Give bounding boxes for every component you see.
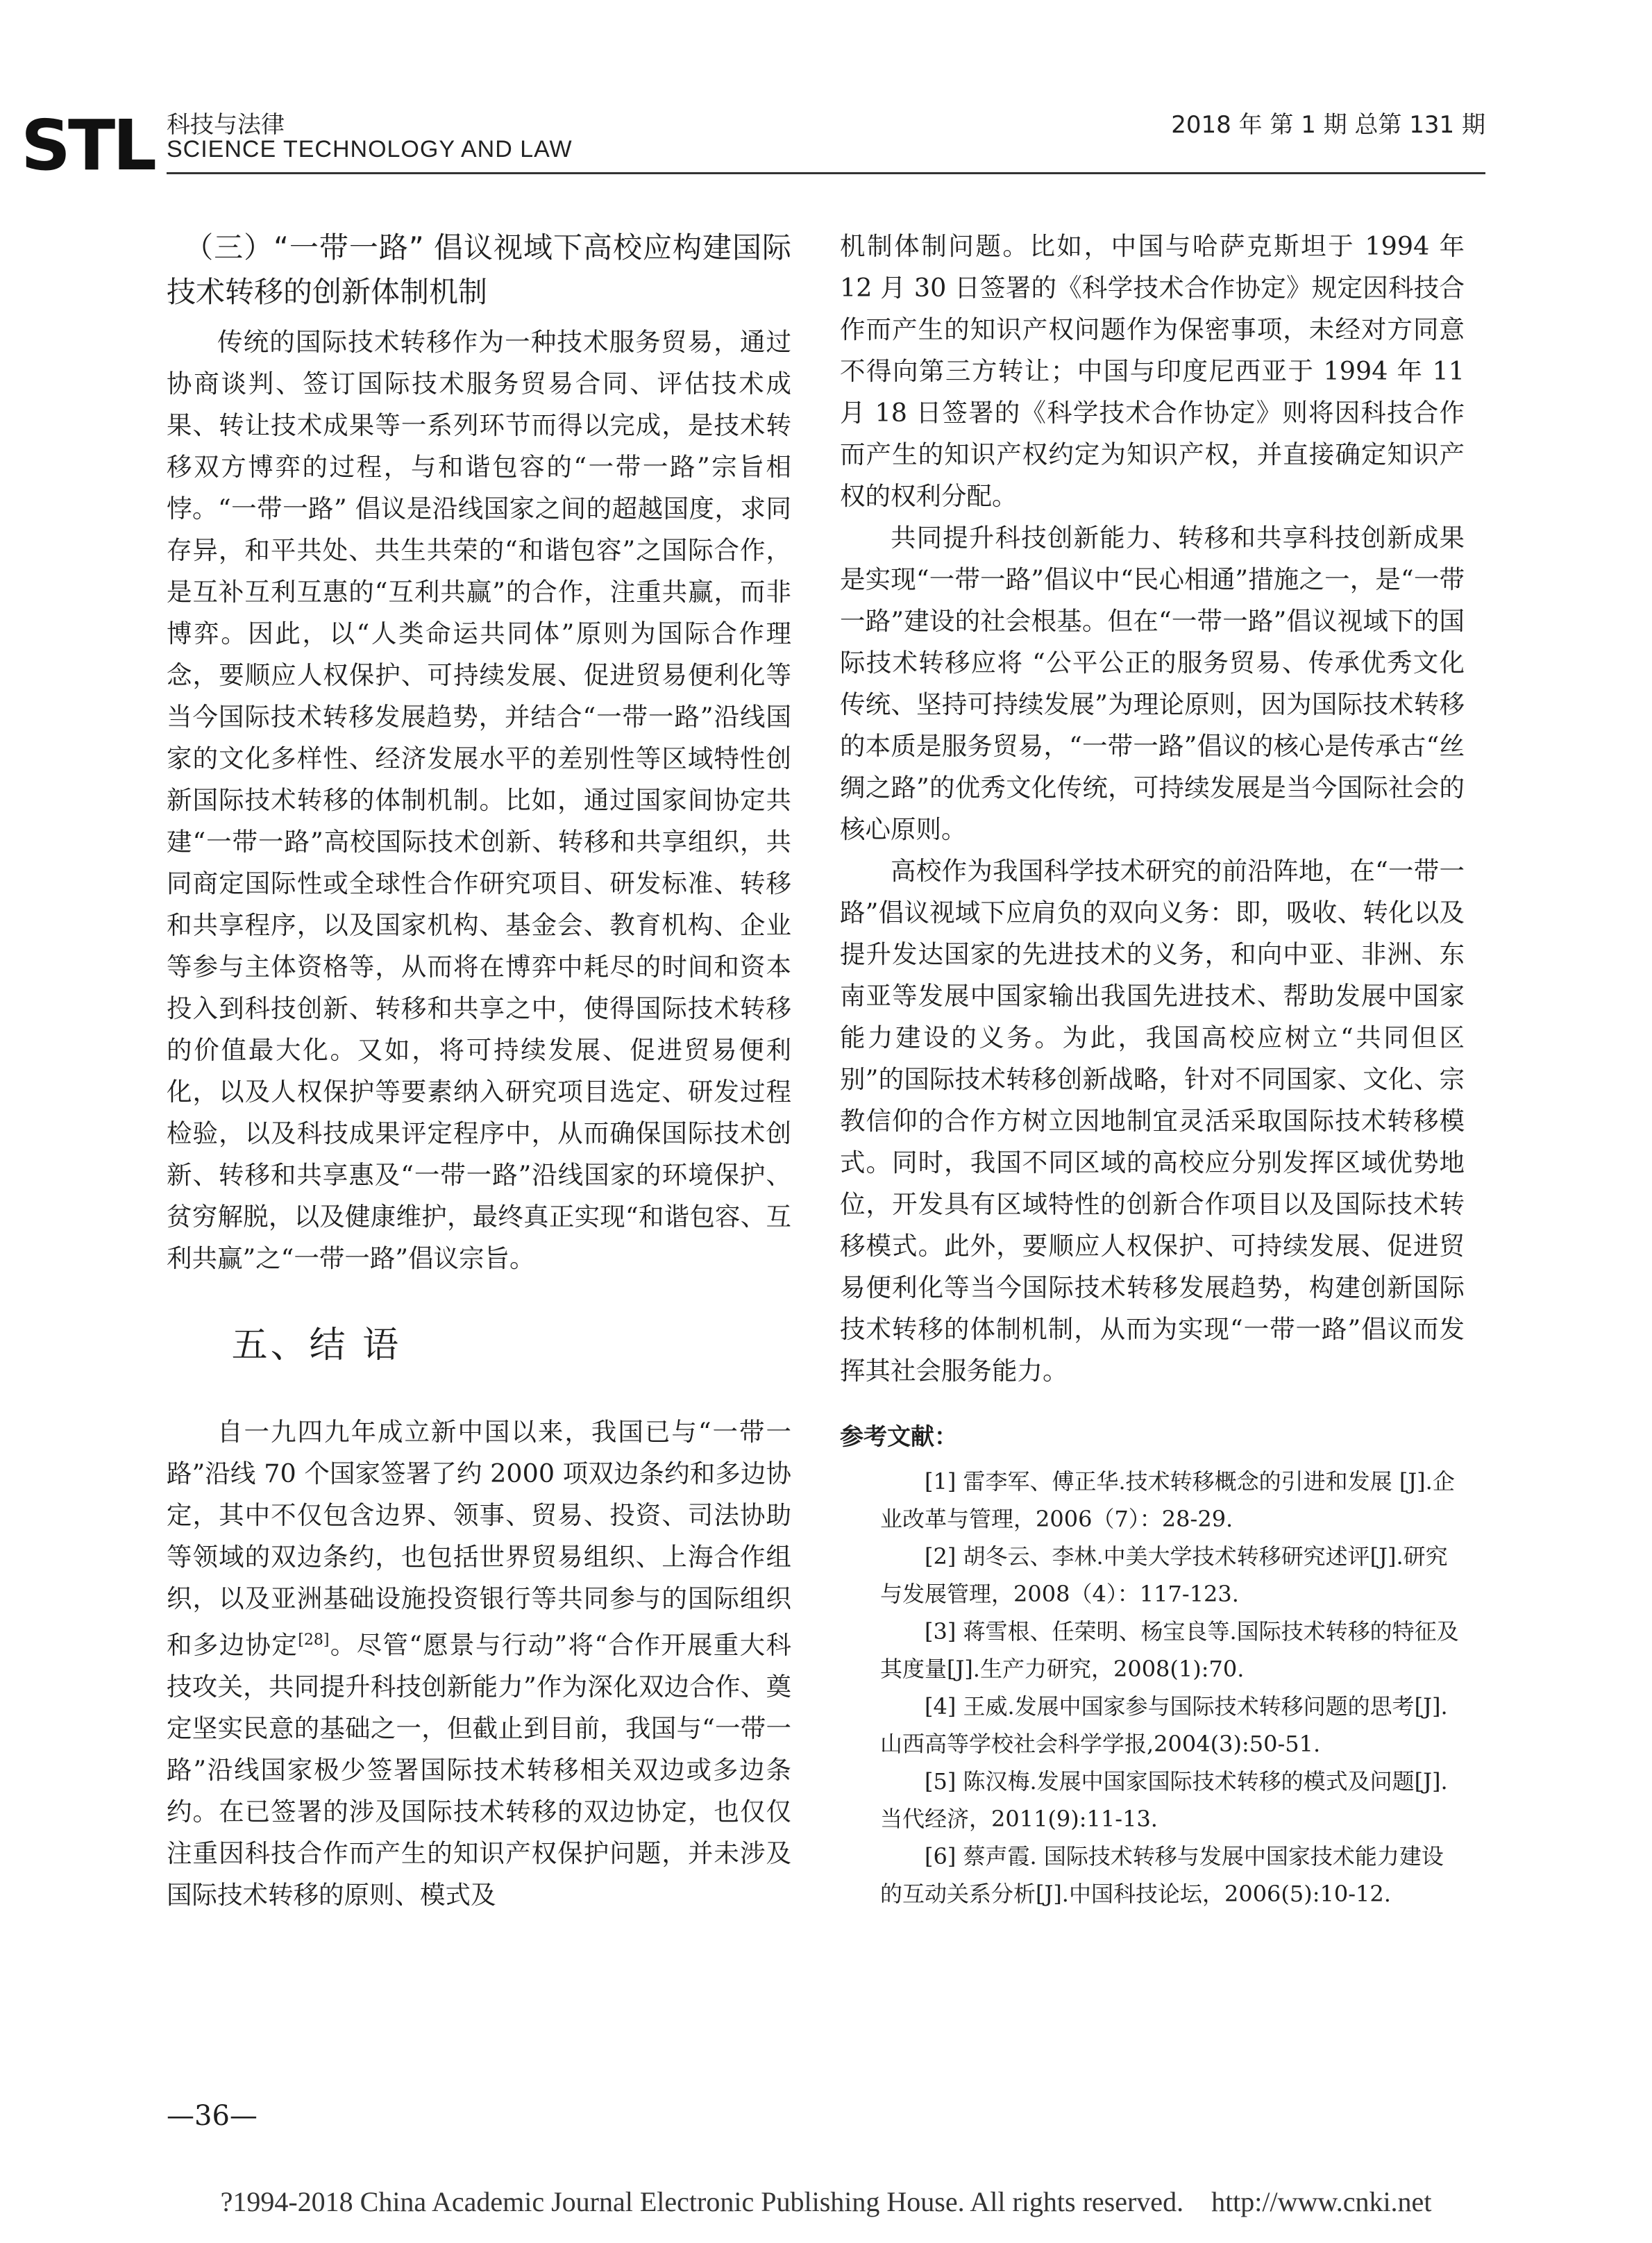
page-number: —36—	[167, 2100, 258, 2132]
journal-name-en: SCIENCE TECHNOLOGY AND LAW	[167, 136, 573, 162]
reference-item: [3] 蒋雪根、任荣明、杨宝良等.国际技术转移的特征及其度量[J].生产力研究，2008(1):70.	[880, 1618, 1459, 1682]
right-column	[840, 226, 1465, 1913]
paragraph-text-continued: 。尽管“愿景与行动”将“合作开展重大科技攻关，共同提升科技创新能力”作为深化双边合作、奠定坚实民意的基础之一，但截止到目前，我国与“一带一路”沿线国家极少签署国际技术转移相关双边或多边条约。在已签署的涉及国际技术转移的双边协定，也仅仅注重因科技合作而产生的知识产权保护问题，并未涉及国际技术转移的原则、模式及	[167, 1630, 792, 1910]
copyright-footer: ?1994-2018 China Academic Journal Electronic Publishing House. All rights reserved. http://www.cnki.net	[220, 2186, 1432, 2217]
left-column	[167, 226, 791, 1916]
reference-item: [5] 陈汉梅.发展中国家国际技术转移的模式及问题[J].当代经济，2011(9):11-13.	[880, 1768, 1448, 1832]
subsection-heading: （三）“一带一路” 倡议视域下高校应构建国际技术转移的创新体制机制	[167, 230, 791, 309]
section-heading: 五、结 语	[231, 1325, 402, 1366]
body-paragraph: 共同提升科技创新能力、转移和共享科技创新成果是实现“一带一路”倡议中“民心相通”措施之一，是“一带一路”建设的社会根基。但在“一带一路”倡议视域下的国际技术转移应将 “公平公正的服务贸易、传承优秀文化传统、坚持可持续发展”为理论原则，因为国际技术转移的本质是服务贸易，“一带一路”倡议的核心是传承古“丝绸之路”的优秀文化传统，可持续发展是当今国际社会的核心原则。	[840, 523, 1465, 844]
reference-item: [4] 王威.发展中国家参与国际技术转移问题的思考[J].山西高等学校社会科学学报,2004(3):50-51.	[880, 1693, 1448, 1757]
issue-info: 2018 年 第 1 期 总第 131 期	[1171, 111, 1485, 139]
reference-item: [2] 胡冬云、李林.中美大学技术转移研究述评[J].研究与发展管理，2008（4）：117-123.	[880, 1543, 1448, 1607]
journal-name-cn: 科技与法律	[167, 111, 285, 139]
references-heading: 参考文献：	[840, 1423, 958, 1451]
paragraph-text: 自一九四九年成立新中国以来，我国已与“一带一路”沿线 70 个国家签署了约 2000 项双边条约和多边协定，其中不仅包含边界、领事、贸易、投资、司法协助等领域的双边条约，也包括世界贸易组织、上海合作组织，以及亚洲基础设施投资银行等共同参与的国际组织和多边协定	[167, 1417, 791, 1661]
body-paragraph: 传统的国际技术转移作为一种技术服务贸易，通过协商谈判、签订国际技术服务贸易合同、评估技术成果、转让技术成果等一系列环节而得以完成，是技术转移双方博弈的过程，与和谐包容的“一带一路”宗旨相悖。“一带一路” 倡议是沿线国家之间的超越国度，求同存异，和平共处、共生共荣的“和谐包容”之国际合作，是互补互利互惠的“互利共赢”的合作，注重共赢，而非博弈。因此，以“人类命运共同体”原则为国际合作理念，要顺应人权保护、可持续发展、促进贸易便利化等当今国际技术转移发展趋势，并结合“一带一路”沿线国家的文化多样性、经济发展水平的差别性等区域特性创新国际技术转移的体制机制。比如，通过国家间协定共建“一带一路”高校国际技术创新、转移和共享组织，共同商定国际性或全球性合作研究项目、研发标准、转移和共享程序，以及国家机构、基金会、教育机构、企业等参与主体资格等，从而将在博弈中耗尽的时间和资本投入到科技创新、转移和共享之中，使得国际技术转移的价值最大化。又如，将可持续发展、促进贸易便利化，以及人权保护等要素纳入研究项目选定、研发过程检验，以及科技成果评定程序中，从而确保国际技术创新、转移和共享惠及“一带一路”沿线国家的环境保护、贫穷解脱，以及健康维护，最终真正实现“和谐包容、互利共赢”之“一带一路”倡议宗旨。	[167, 327, 791, 1273]
body-paragraph	[167, 1411, 791, 1916]
citation-superscript: [28]	[298, 1631, 330, 1649]
reference-item: [1] 雷李军、傅正华.技术转移概念的引进和发展 [J].企业改革与管理，2006（7）：28-29.	[880, 1468, 1455, 1532]
header-rule	[167, 172, 1485, 174]
body-paragraph: 机制体制问题。比如，中国与哈萨克斯坦于 1994 年 12 月 30 日签署的《科学技术合作协定》规定因科技合作而产生的知识产权问题作为保密事项，未经对方同意不得向第三方转让；中国与印度尼西亚于 1994 年 11 月 18 日签署的《科学技术合作协定》则将因科技合作而产生的知识产权约定为知识产权，并直接确定知识产权的权利分配。	[840, 231, 1465, 511]
reference-item: [6] 蔡声霞. 国际技术转移与发展中国家技术能力建设的互动关系分析[J].中国科技论坛，2006(5):10-12.	[880, 1843, 1444, 1907]
journal-logo: STL	[21, 105, 154, 186]
body-paragraph: 高校作为我国科学技术研究的前沿阵地，在“一带一路”倡议视域下应肩负的双向义务：即，吸收、转化以及提升发达国家的先进技术的义务，和向中亚、非洲、东南亚等发展中国家输出我国先进技术、帮助发展中国家能力建设的义务。为此，我国高校应树立“共同但区别”的国际技术转移创新战略，针对不同国家、文化、宗教信仰的合作方树立因地制宜灵活采取国际技术转移模式。同时，我国不同区域的高校应分别发挥区域优势地位，开发具有区域特性的创新合作项目以及国际技术转移模式。此外，要顺应人权保护、可持续发展、促进贸易便利化等当今国际技术转移发展趋势，构建创新国际技术转移的体制机制，从而为实现“一带一路”倡议而发挥其社会服务能力。	[840, 856, 1465, 1386]
